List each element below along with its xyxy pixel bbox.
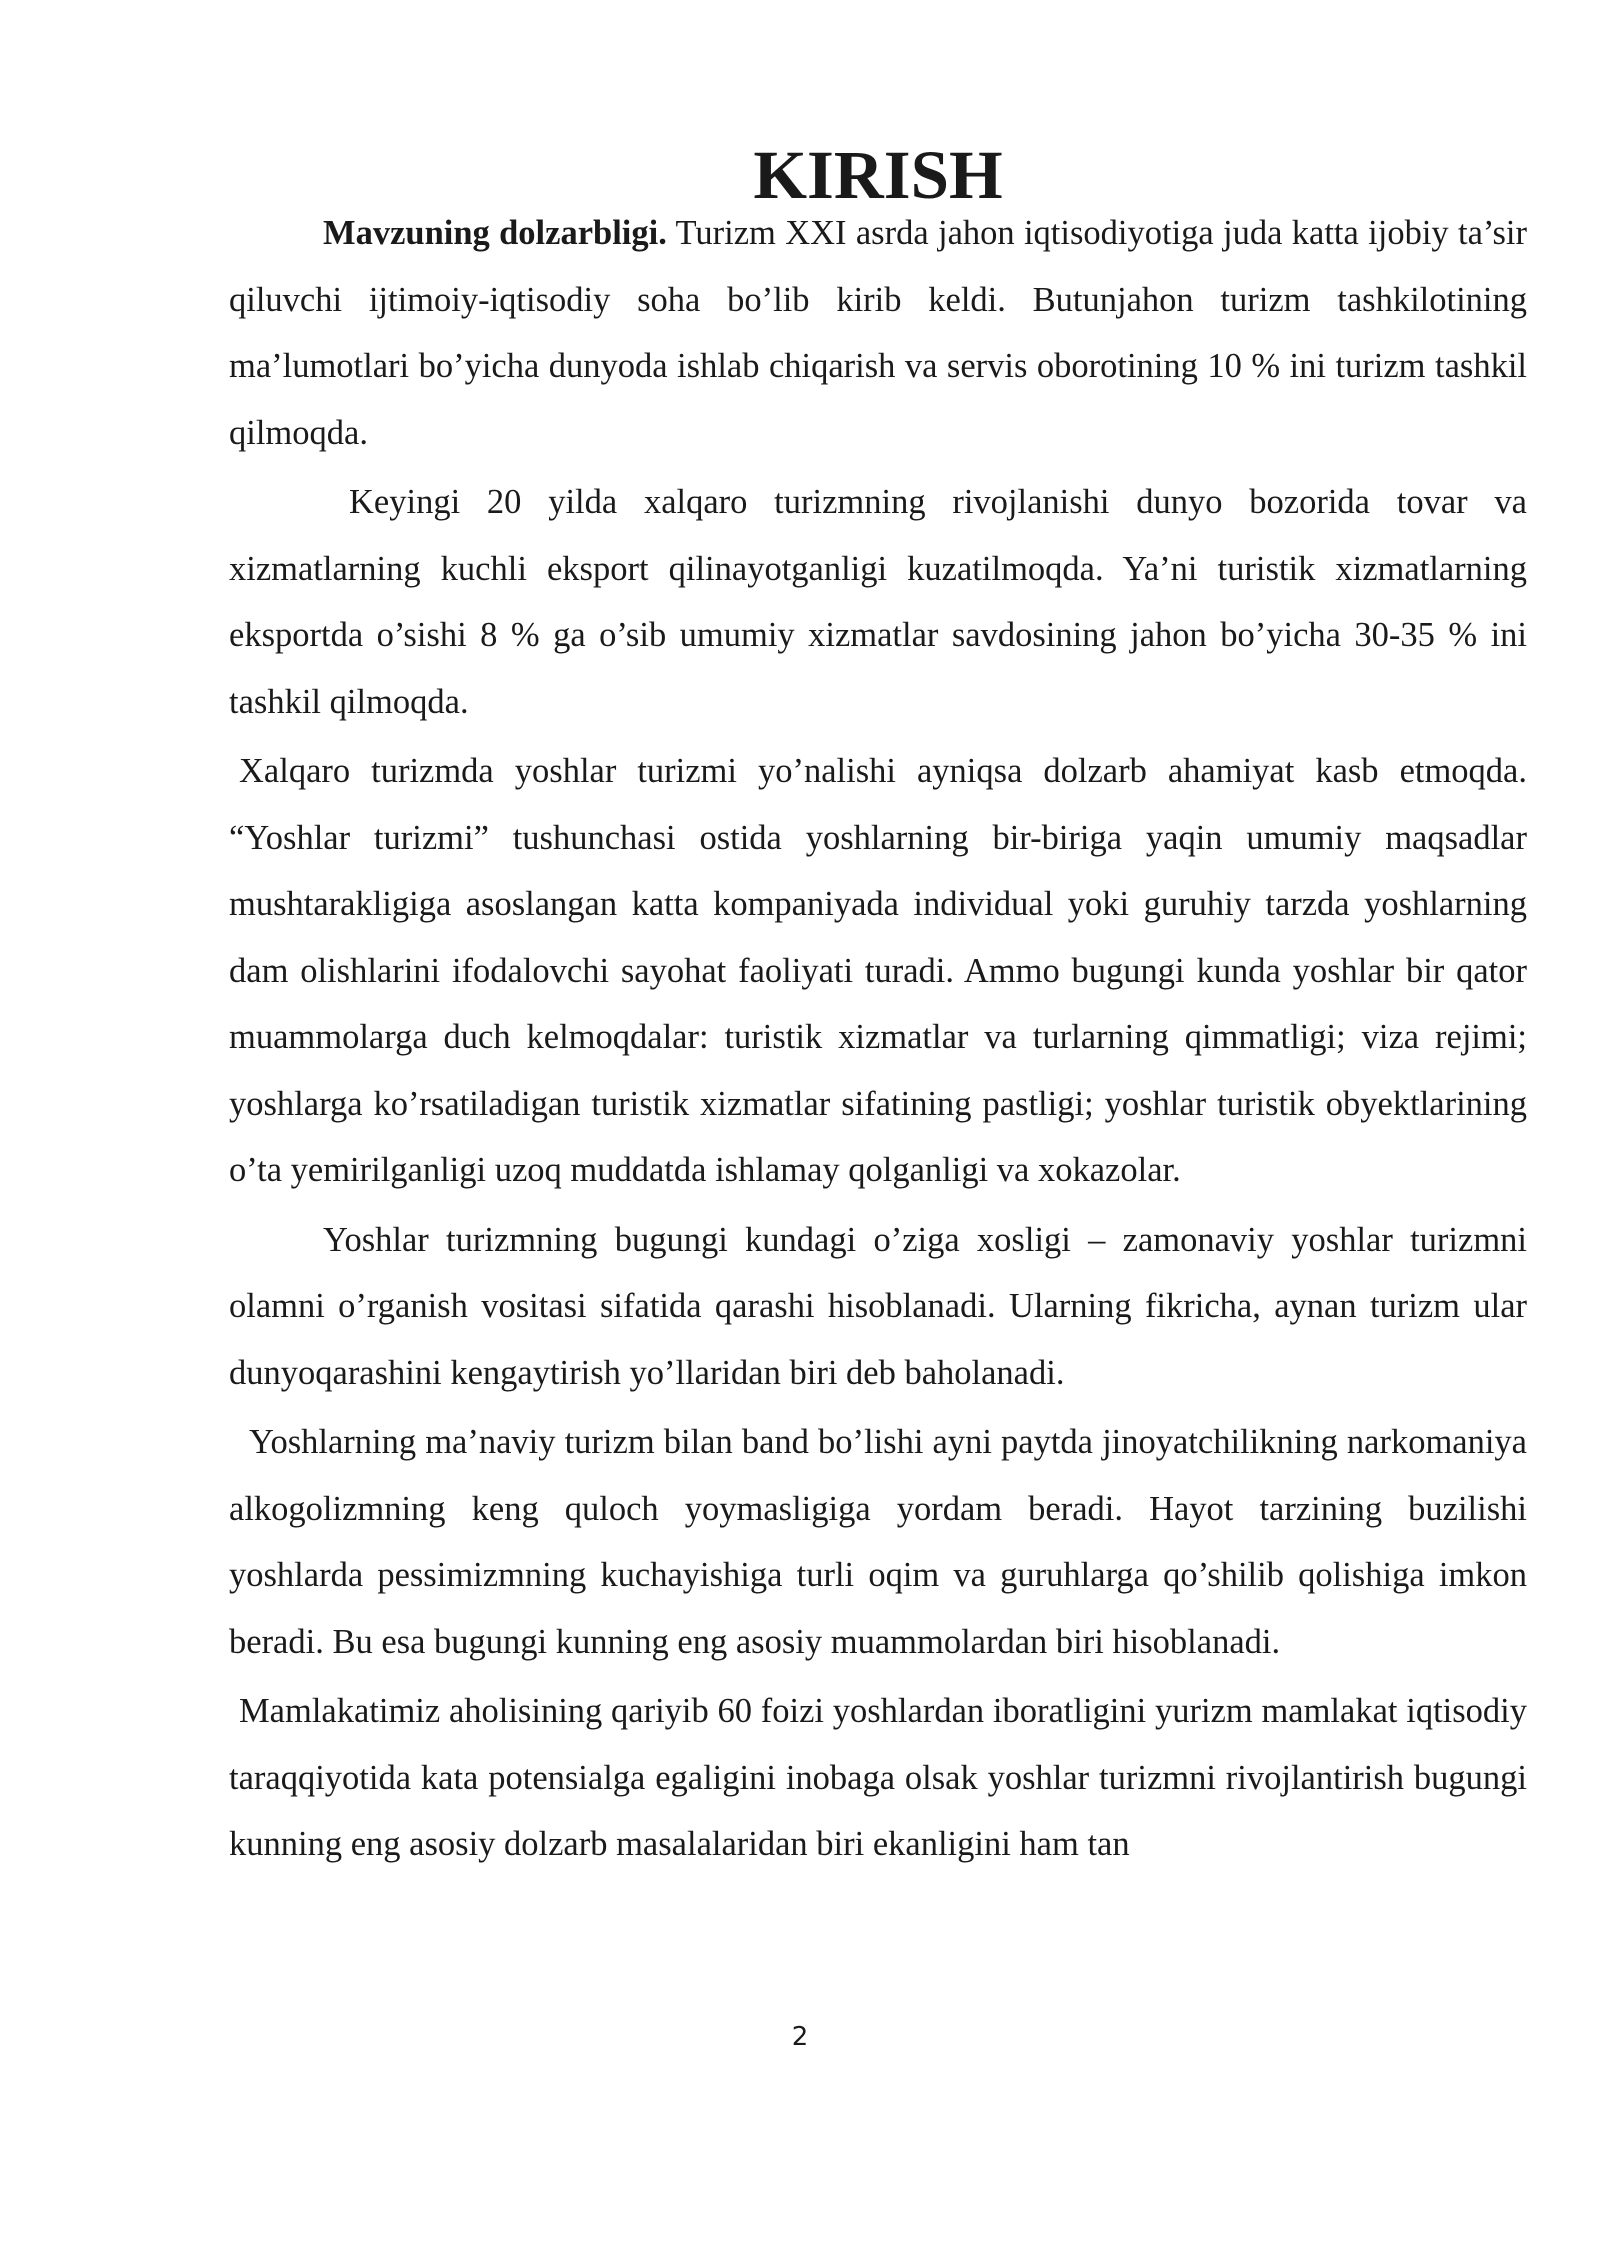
paragraph-text: Xalqaro turizmda yoshlar turizmi yo’nalishi ayniqsa dolzarb ahamiyat kasb etmoqda. “Yoshlar turizmi” tushunchasi ostida yoshlarning bir-biriga yaqin umumiy maqsadlar mushtarakligiga asoslangan katta kompaniyada individual yoki guruhiy tarzda yoshlarning dam olishlarini ifodalovchi sayohat faoliyati turadi. Ammo bugungi kunda yoshlar bir qator muammolarga duch kelmoqdalar: turistik xizmatlar va turlarning qimmatligi; viza rejimi; yoshlarga ko’rsatiladigan turistik xizmatlar sifatining pastligi; yoshlar turistik obyektlarining o’ta yemirilganligi uzoq muddatda ishlamay qolganligi va xokazolar. (229, 752, 1527, 1189)
paragraph-text: Mamlakatimiz aholisining qariyib 60 foizi yoshlardan iboratligini yurizm mamlakat iqtisodiy taraqqiyotida kata potensialga egaligini inobaga olsak yoshlar turizmni rivojlantirish bugungi kunning eng asosiy dolzarb masalalaridan biri ekanligini ham tan (229, 1692, 1527, 1863)
paragraph-text: Keyingi 20 yilda xalqaro turizmning rivojlanishi dunyo bozorida tovar va xizmatlarning kuchli eksport qilinayotganligi kuzatilmoqda. Ya’ni turistik xizmatlarning eksportda o’sishi 8 % ga o’sib umumiy xizmatlar savdosining jahon bo’yicha 30-35 % ini tashkil qilmoqda. (229, 483, 1527, 721)
paragraph-relevance (229, 200, 1527, 466)
paragraph-youth-tourism-specifics (229, 1207, 1527, 1407)
paragraph-population (229, 1678, 1527, 1878)
page-title: KIRISH (753, 137, 1003, 213)
paragraph-lead-heading: Mavzuning dolzarbligi. (323, 214, 667, 252)
paragraph-text: Turizm XXI asrda jahon iqtisodiyotiga juda katta ijobiy ta’sir qiluvchi ijtimoiy-iqtisodiy soha bo’lib kirib keldi. Butunjahon turizm tashkilotining ma’lumotlari bo’yicha dunyoda ishlab chiqarish va servis oborotining 10 % ini turizm tashkil qilmoqda. (229, 214, 1527, 452)
paragraph-spiritual-tourism (229, 1409, 1527, 1675)
paragraph-youth-tourism (229, 738, 1527, 1204)
document-page (229, 137, 1527, 1878)
paragraph-text: Yoshlarning ma’naviy turizm bilan band bo’lishi ayni paytda jinoyatchilikning narkomaniya alkogolizmning keng quloch yoymasligiga yordam beradi. Hayot tarzining buzilishi yoshlarda pessimizmning kuchayishiga turli oqim va guruhlarga qo’shilib qolishiga imkon beradi. Bu esa bugungi kunning eng asosiy muammolardan biri hisoblanadi. (229, 1423, 1527, 1661)
page-number: 2 (791, 2022, 809, 2052)
paragraph-international-tourism (229, 469, 1527, 735)
paragraph-text: Yoshlar turizmning bugungi kundagi o’ziga xosligi – zamonaviy yoshlar turizmni olamni o’rganish vositasi sifatida qarashi hisoblanadi. Ularning fikricha, aynan turizm ular dunyoqarashini kengaytirish yo’llaridan biri deb baholanadi. (229, 1220, 1527, 1392)
